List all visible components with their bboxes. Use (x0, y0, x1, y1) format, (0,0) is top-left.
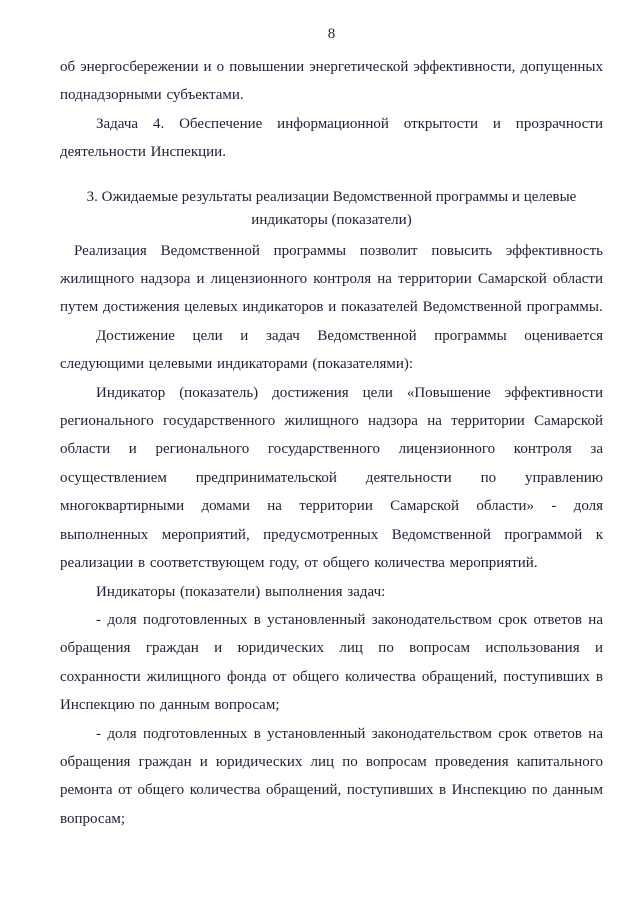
paragraph-continuation: об энергосбережении и о повышении энергетической эффективности, допущенных поднадзорными субъектами. (60, 59, 603, 104)
section-heading: 3. Ожидаемые результаты реализации Ведомственной программы и целевые индикаторы (показатели) (86, 188, 577, 228)
paragraph-indicator-item-1: - доля подготовленных в установленный законодательством срок ответов на обращения граждан и юридических лиц по вопросам использования и сохранности жилищного фонда от общего количества обращений, поступивших в Инспекцию по данным вопросам; (60, 611, 603, 714)
page-number: 8 (327, 26, 336, 42)
paragraph-indicator-goal: Индикатор (показатель) достижения цели «Повышение эффективности регионального государственного жилищного надзора на территории Самарской области и регионального государственного лицензионного контроля за осуществлением предпринимательской деятельности по управлению многоквартирными домами на территории Самарской области» - доля выполненных мероприятий, предусмотренных Ведомственной программой к реализации в соответствующем году, от общего количества мероприятий. (60, 384, 603, 572)
paragraph-realization: Реализация Ведомственной программы позволит повысить эффективность жилищного надзора и лицензионного контроля на территории Самарской области путем достижения целевых индикаторов и показателей Ведомственной программы. (60, 242, 603, 316)
paragraph-indicators-intro: Индикаторы (показатели) выполнения задач: (96, 583, 386, 600)
paragraph-task-4: Задача 4. Обеспечение информационной открытости и прозрачности деятельности Инспекции. (60, 115, 603, 161)
paragraph-indicator-item-2: - доля подготовленных в установленный законодательством срок ответов на обращения граждан и юридических лиц по вопросам проведения капитального ремонта от общего количества обращений, поступивших в Инспекцию по данным вопросам; (60, 725, 603, 827)
paragraph-goal-achievement: Достижение цели и задач Ведомственной программы оценивается следующими целевыми индикаторами (показателями): (60, 327, 603, 373)
